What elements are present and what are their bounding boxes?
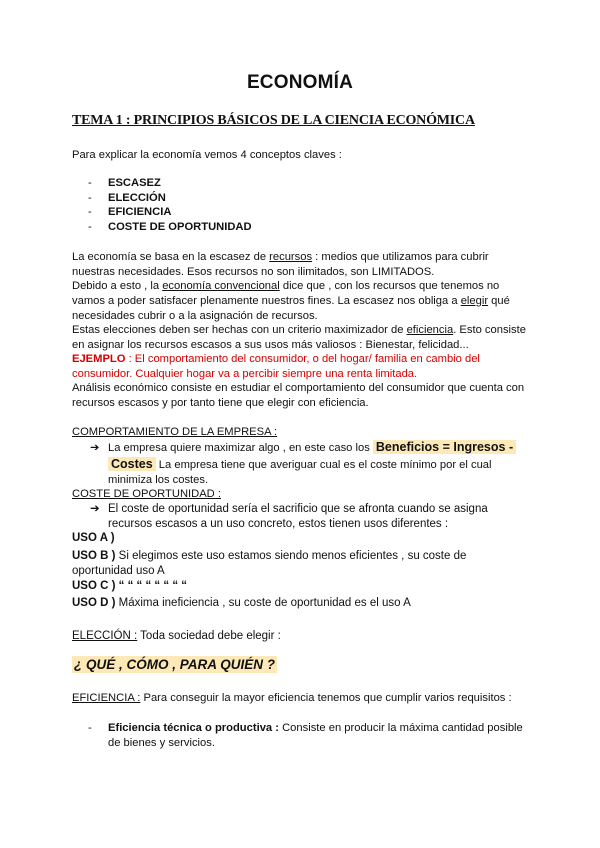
uso-b: USO B ) Si elegimos este uso estamos siendo menos eficientes , su coste de oportunidad uso A bbox=[72, 550, 467, 577]
uso-d: USO D ) Máxima ineficiencia , su coste de oportunidad es el uso A bbox=[72, 597, 411, 609]
concept-item: - ELECCIÓN bbox=[88, 192, 166, 204]
eficiencia-line: EFICIENCIA : Para conseguir la mayor eficiencia tenemos que cumplir varios requisitos : bbox=[72, 692, 512, 704]
eficiencia-tecnica-item: - Eficiencia técnica o productiva : Consiste en producir la máxima cantidad posible de bienes y servicios. bbox=[88, 722, 523, 749]
paragraph-recursos: La economía se basa en la escasez de recursos : medios que utilizamos para cubrir nuestras necesidades. Esos recursos no son ilimitados, son LIMITADOS. bbox=[72, 251, 489, 278]
page-title: ECONOMÍA bbox=[246, 72, 354, 93]
coste-oportunidad-heading: COSTE DE OPORTUNIDAD : bbox=[72, 488, 221, 500]
concept-item: - ESCASEZ bbox=[88, 177, 161, 189]
key-questions: ¿ QUÉ , CÓMO , PARA QUIÉN ? bbox=[74, 657, 276, 672]
concept-item: - EFICIENCIA bbox=[88, 206, 172, 218]
eleccion-line: ELECCIÓN : Toda sociedad debe elegir : bbox=[72, 630, 281, 642]
analysis-paragraph: Análisis económico consiste en estudiar el comportamiento del consumidor que cuenta con recursos escasos y por tanto tiene que elegir con eficiencia. bbox=[72, 382, 525, 409]
example-paragraph: EJEMPLO : El comportamiento del consumidor, o del hogar/ familia en cambio del consumidor. Cualquier hogar va a percibir siempre una renta limitada. bbox=[72, 353, 480, 380]
uso-a: USO A ) bbox=[72, 532, 115, 544]
concept-item: - COSTE DE OPORTUNIDAD bbox=[88, 221, 252, 233]
empresa-paragraph: ➔ La empresa quiere maximizar algo , en este caso los Beneficios = Ingresos - Costes La empresa tiene que averiguar cual es el coste mínimo por el cual minimiza los costes. bbox=[90, 440, 550, 489]
coste-oportunidad-paragraph: ➔ El coste de oportunidad sería el sacrificio que se afronta cuando se asigna recursos escasos a un uso concreto, estos tienen usos diferentes : bbox=[90, 503, 488, 530]
paragraph-eficiencia: Estas elecciones deben ser hechas con un criterio maximizador de eficiencia. Esto consiste en asignar los recursos escasos a sus usos más valiosos : Bienestar, felicidad... bbox=[72, 324, 526, 351]
uso-c: USO C ) “ “ “ “ “ “ “ “ bbox=[72, 580, 188, 592]
intro-text: Para explicar la economía vemos 4 conceptos claves : bbox=[72, 149, 342, 161]
arrow-icon: ➔ bbox=[90, 503, 100, 515]
empresa-heading: COMPORTAMIENTO DE LA EMPRESA : bbox=[72, 426, 278, 438]
topic-heading: TEMA 1 : PRINCIPIOS BÁSICOS DE LA CIENCIA ECONÓMICA bbox=[72, 113, 475, 128]
paragraph-economia-convencional: Debido a esto , la economía convencional dice que , con los recursos que tenemos no vamos a poder satisfacer plenamente nuestros fines. La escasez nos obliga a elegir qué necesidades cubrir o a la asignación de recursos. bbox=[72, 280, 510, 322]
arrow-icon: ➔ bbox=[90, 442, 100, 454]
